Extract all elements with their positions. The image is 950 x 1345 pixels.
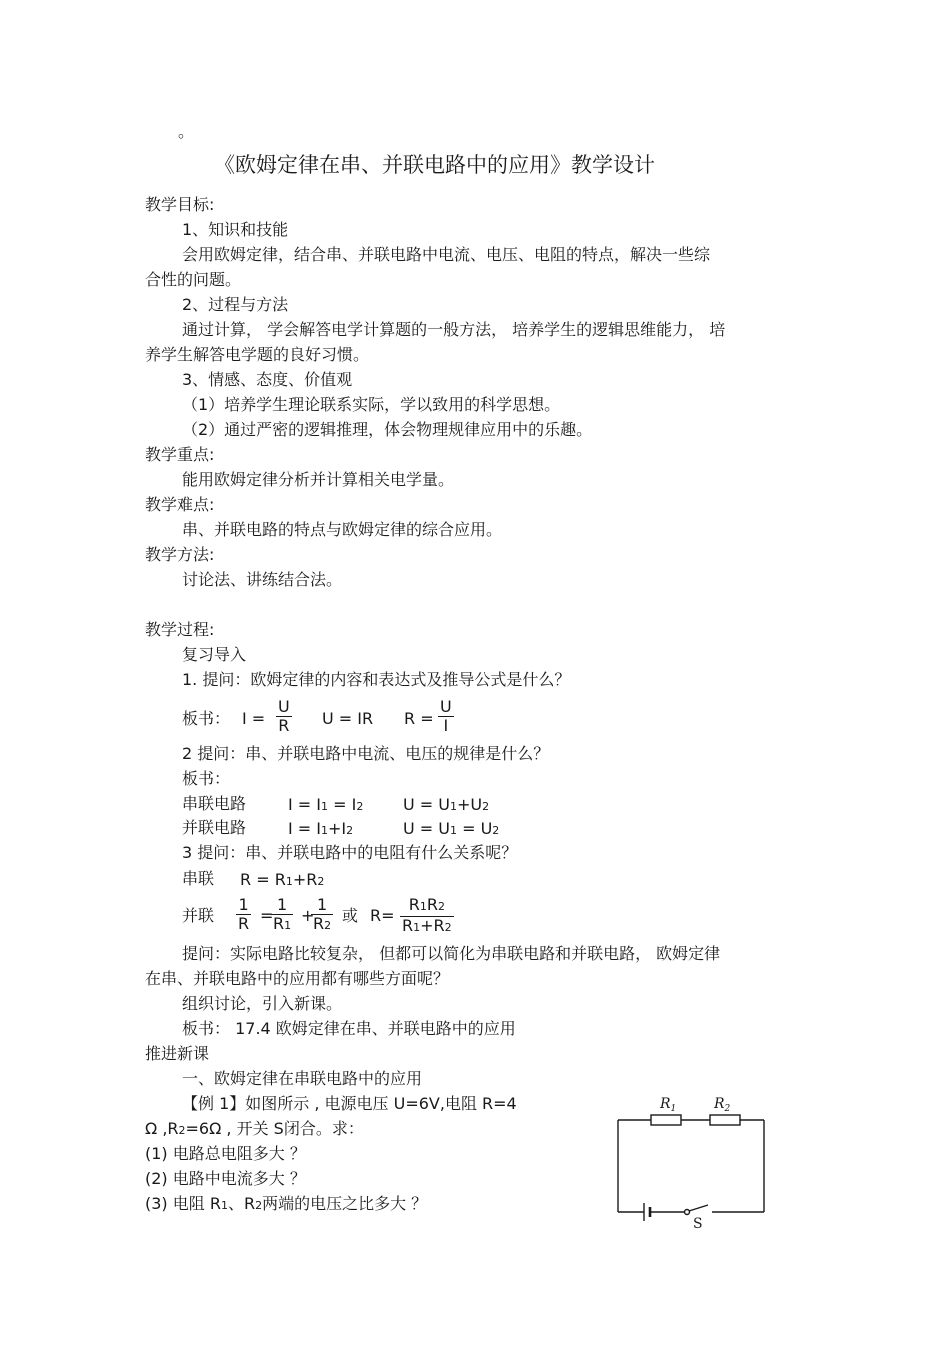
- top-dot: 。: [178, 122, 195, 141]
- fraction-numerator: R1R2: [408, 895, 445, 914]
- formula-r-eq: R =: [404, 709, 434, 728]
- process-method-line-1: 通过计算， 学会解答电学计算题的一般方法， 培养学生的逻辑思维能力， 培: [182, 320, 726, 339]
- series-resistance-label: 串联: [182, 869, 215, 888]
- board-label-3: 板书： 17.4 欧姆定律在串、并联电路中的应用: [182, 1019, 516, 1038]
- question-4-line-2: 在串、并联电路中的应用都有哪些方面呢？: [145, 969, 450, 988]
- difficulty-heading: 教学难点:: [145, 495, 215, 514]
- resistor-r1: [651, 1115, 681, 1125]
- question-1: 1. 提问：欧姆定律的内容和表达式及推导公式是什么？: [182, 670, 571, 689]
- fraction-numerator: U: [440, 697, 452, 716]
- fraction-denominator: R: [238, 914, 250, 933]
- or-word: 或: [342, 906, 359, 925]
- fraction-u-over-r: [276, 698, 292, 735]
- parallel-voltage-formula: U = U1 = U2: [403, 819, 500, 838]
- key-point-heading: 教学重点:: [145, 445, 215, 464]
- organize-discussion: 组织讨论，引入新课。: [182, 994, 343, 1013]
- knowledge-line-2: 合性的问题。: [145, 270, 242, 289]
- switch-label: S: [693, 1216, 703, 1230]
- fraction-r1r2-over-sum: [400, 896, 454, 937]
- review-intro: 复习导入: [182, 645, 247, 664]
- new-lesson-heading: 推进新课: [145, 1044, 210, 1063]
- switch-blade: [689, 1205, 708, 1211]
- equals-sign: =: [260, 906, 274, 925]
- knowledge-title: 1、知识和技能: [182, 220, 289, 239]
- resistor-r2: [710, 1115, 740, 1125]
- fraction-u-over-i: [438, 698, 454, 735]
- example-1-line-1: 【例 1】如图所示 , 电源电压 U=6V,电阻 R=4: [182, 1094, 517, 1113]
- example-question-1: (1) 电路总电阻多大 ？: [145, 1144, 306, 1163]
- section-1-title: 一、欧姆定律在串联电路中的应用: [182, 1069, 423, 1088]
- question-3: 3 提问：串、并联电路中的电阻有什么关系呢？: [182, 843, 518, 862]
- fraction-numerator: 1: [238, 895, 249, 914]
- question-2: 2 提问：串、并联电路中电流、电压的规律是什么？: [182, 744, 550, 763]
- example-1-line-2: Ω ,R2=6Ω , 开关 S闭合。求：: [145, 1119, 364, 1138]
- plus-sign: +: [301, 906, 315, 925]
- series-current-formula: I = I1 = I2: [288, 795, 364, 814]
- emotion-item-2: （2）通过严密的逻辑推理，体会物理规律应用中的乐趣。: [182, 420, 593, 439]
- fraction-denominator: R: [276, 716, 292, 735]
- board-label-1: 板书：: [182, 709, 231, 728]
- series-resistance-formula: R = R1+R2: [240, 870, 325, 889]
- page-title: 《欧姆定律在串、并联电路中的应用》教学设计: [214, 153, 655, 177]
- emotion-item-1: （1）培养学生理论联系实际，学以致用的科学思想。: [182, 395, 561, 414]
- fraction-1-over-r2: [311, 896, 333, 935]
- fraction-denominator: I: [438, 716, 454, 735]
- question-4-line-1: 提问：实际电路比较复杂， 但都可以简化为串联电路和并联电路， 欧姆定律: [182, 944, 721, 963]
- example-question-2: (2) 电路中电流多大 ？: [145, 1169, 306, 1188]
- fraction-denominator: R1: [273, 914, 292, 933]
- method-text: 讨论法、讲练结合法。: [182, 570, 343, 589]
- series-voltage-formula: U = U1+U2: [403, 795, 490, 814]
- example-question-3: (3) 电阻 R1、R2两端的电压之比多大 ？: [145, 1194, 428, 1213]
- parallel-circuit-label: 并联电路: [182, 818, 247, 837]
- series-circuit-label: 串联电路: [182, 794, 247, 813]
- goals-heading: 教学目标:: [145, 195, 215, 214]
- difficulty-text: 串、并联电路的特点与欧姆定律的综合应用。: [182, 520, 503, 539]
- fraction-denominator: R1+R2: [402, 916, 452, 935]
- fraction-numerator: 1: [276, 895, 288, 914]
- key-point-text: 能用欧姆定律分析并计算相关电学量。: [182, 470, 455, 489]
- formula-u-ir: U = IR: [322, 709, 374, 728]
- parallel-resistance-label: 并联: [182, 906, 215, 925]
- fraction-numerator: U: [278, 697, 290, 716]
- r1-label: $R_1$: [660, 1096, 677, 1114]
- r-equals: R=: [370, 906, 395, 925]
- formula-i-eq: I =: [242, 709, 266, 728]
- knowledge-line-1: 会用欧姆定律，结合串、并联电路中电流、电压、电阻的特点，解决一些综: [182, 245, 711, 264]
- r2-label: $R_2$: [714, 1096, 731, 1114]
- fraction-1-over-r1: [271, 896, 293, 935]
- fraction-numerator: 1: [316, 895, 328, 914]
- switch-contact: [685, 1210, 690, 1215]
- board-label-2: 板书：: [182, 769, 231, 788]
- method-heading: 教学方法:: [145, 545, 215, 564]
- parallel-current-formula: I = I1+I2: [288, 819, 354, 838]
- fraction-1-over-r: [236, 896, 251, 933]
- series-circuit-diagram: [608, 1088, 772, 1230]
- process-method-line-2: 养学生解答电学题的良好习惯。: [145, 345, 370, 364]
- process-method-title: 2、过程与方法: [182, 295, 289, 314]
- emotion-title: 3、情感、态度、价值观: [182, 370, 353, 389]
- process-heading: 教学过程:: [145, 620, 215, 639]
- fraction-denominator: R2: [313, 914, 332, 933]
